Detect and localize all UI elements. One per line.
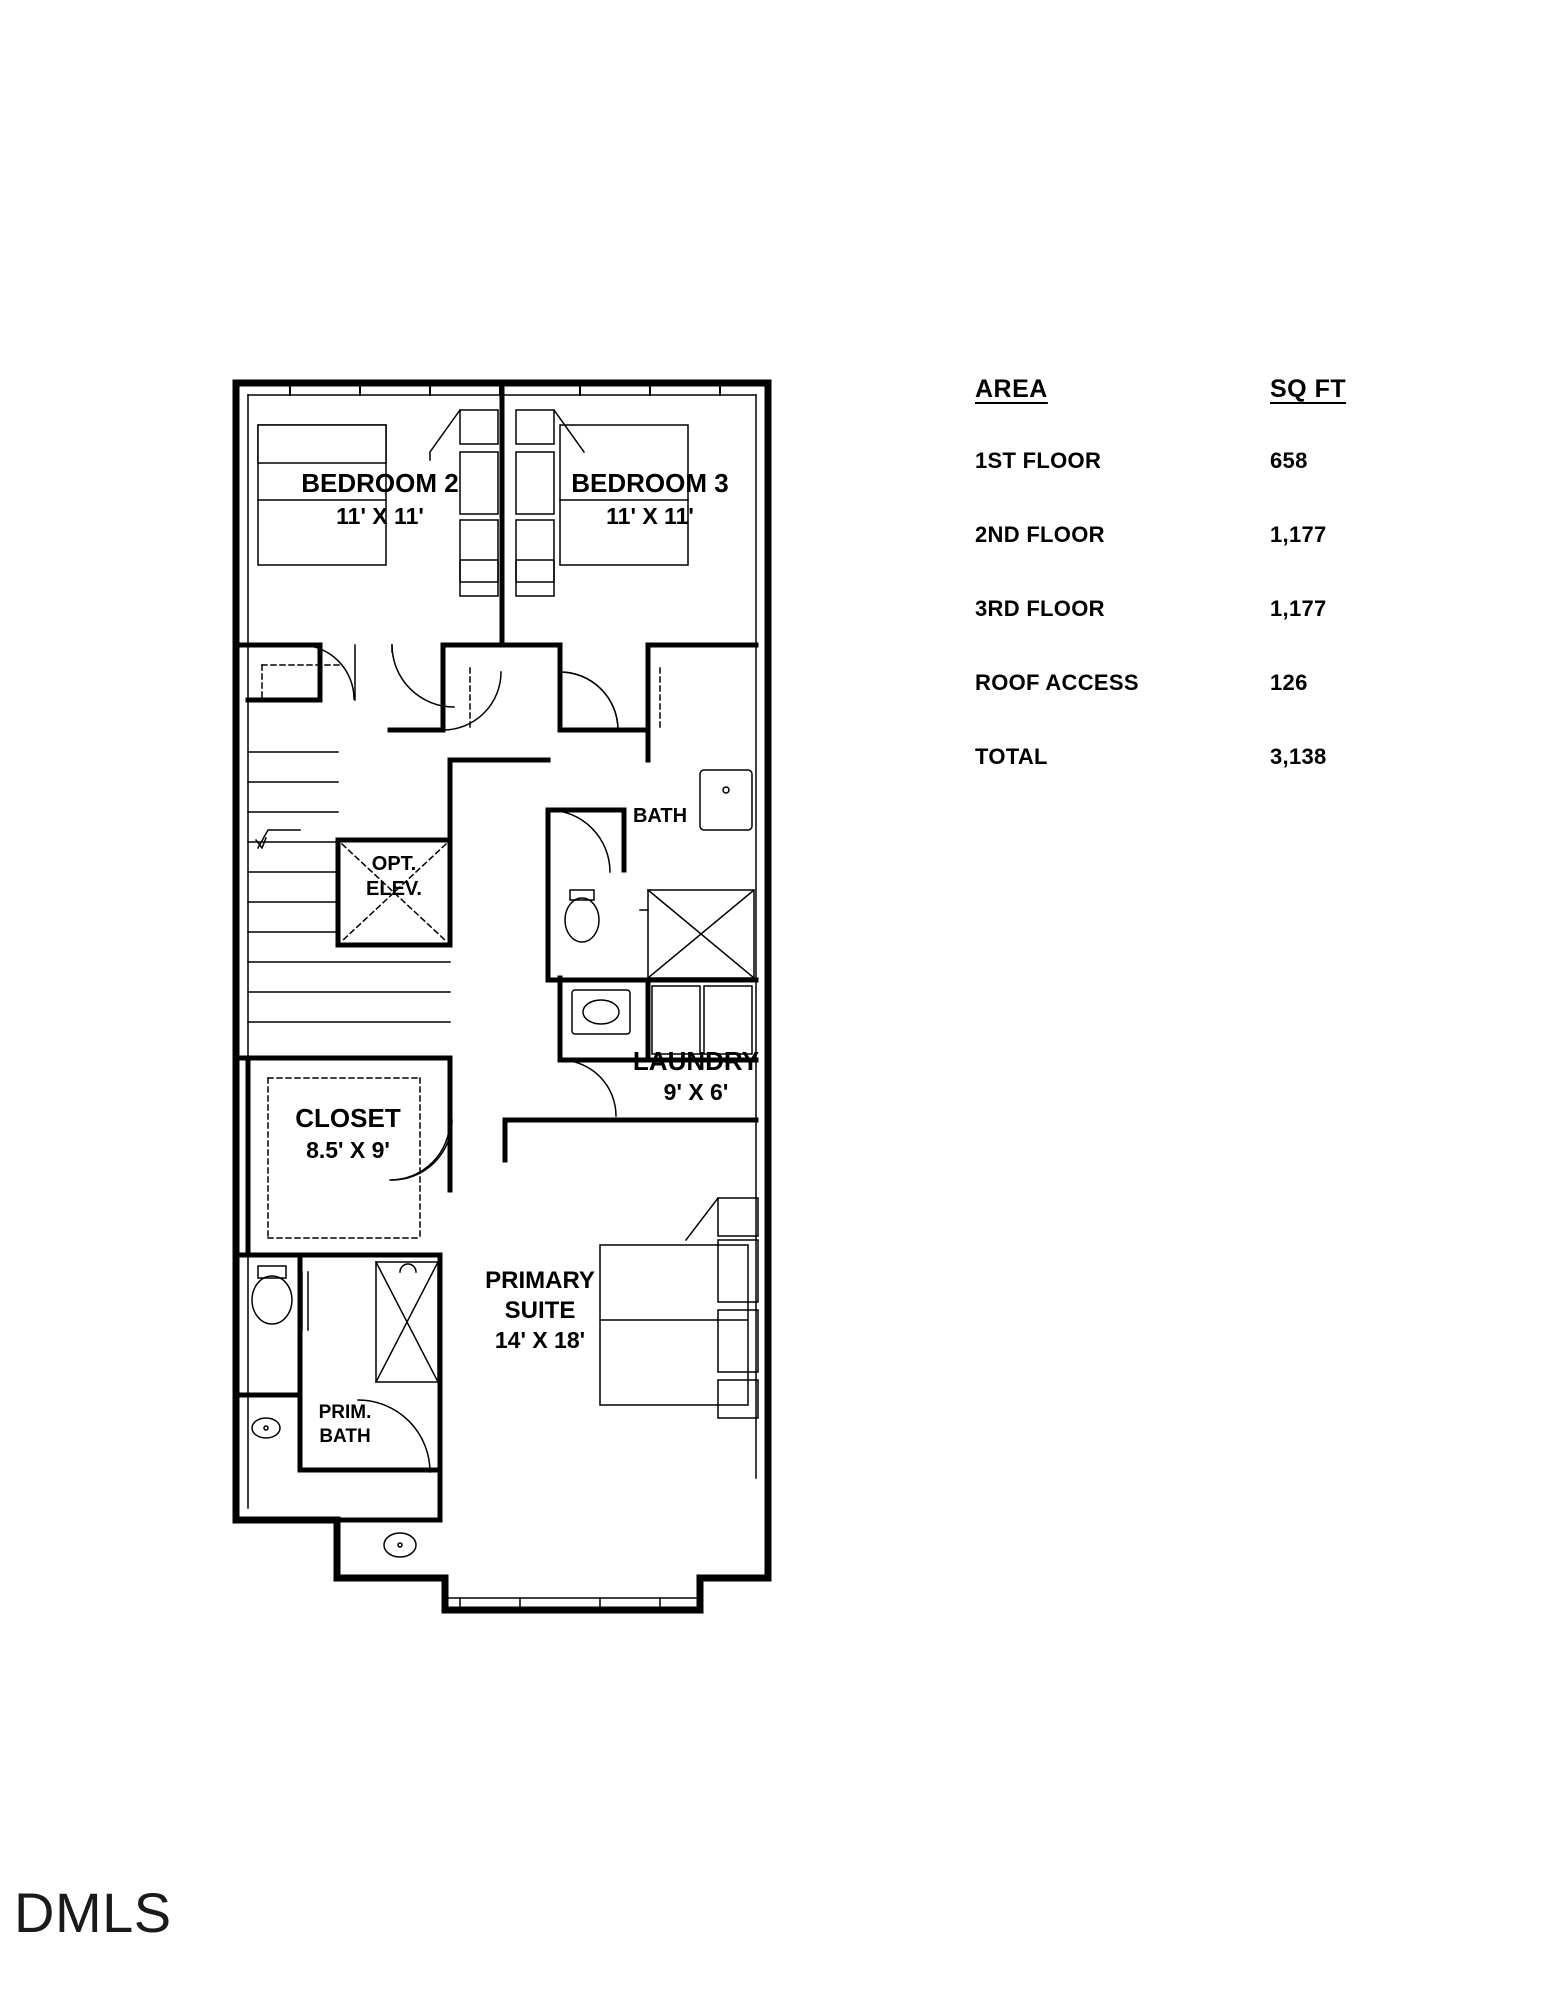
area-row-value: 126 — [1270, 670, 1308, 695]
area-row-label: TOTAL — [975, 744, 1048, 769]
area-row-roof-access — [975, 670, 1395, 696]
area-row-label: 3RD FLOOR — [975, 596, 1105, 621]
area-table-header-area — [975, 375, 1270, 404]
sqft-header-label: SQ FT — [1270, 375, 1347, 403]
label-primary-suite-line1: PRIMARY — [485, 1267, 595, 1294]
watermark-text: DMLS — [14, 1881, 172, 1944]
label-opt-elev-line2: ELEV. — [366, 878, 422, 900]
area-row-value: 1,177 — [1270, 596, 1327, 621]
label-bedroom2-dims: 11' X 11' — [336, 503, 424, 529]
label-prim-bath-line1: PRIM. — [318, 1402, 372, 1423]
area-table-header-row — [975, 375, 1395, 404]
area-row-value: 3,138 — [1270, 744, 1327, 769]
label-bedroom2-name: BEDROOM 2 — [301, 468, 459, 498]
label-opt-elev-line1: OPT. — [371, 853, 417, 875]
area-header-label: AREA — [975, 375, 1048, 403]
area-table-header-sqft — [1270, 375, 1346, 404]
area-row-total — [975, 744, 1395, 770]
label-prim-bath-line2: BATH — [319, 1426, 371, 1447]
area-row-value: 1,177 — [1270, 522, 1327, 547]
area-row-label: ROOF ACCESS — [975, 670, 1139, 695]
area-row-2nd-floor — [975, 522, 1395, 548]
label-bedroom3-dims: 11' X 11' — [606, 503, 694, 529]
area-row-value: 658 — [1270, 448, 1308, 473]
label-closet-dims: 8.5' X 9' — [306, 1137, 390, 1163]
area-row-1st-floor — [975, 448, 1395, 474]
label-primary-suite-dims: 14' X 18' — [494, 1327, 586, 1353]
area-summary-table — [975, 375, 1395, 818]
label-primary-suite-line2: SUITE — [504, 1297, 576, 1324]
area-row-label: 2ND FLOOR — [975, 522, 1105, 547]
label-laundry-name: LAUNDRY — [632, 1046, 760, 1076]
label-bath: BATH — [632, 805, 688, 827]
area-row-label: 1ST FLOOR — [975, 448, 1102, 473]
label-laundry-dims: 9' X 6' — [663, 1079, 729, 1105]
area-row-3rd-floor — [975, 596, 1395, 622]
label-closet-name: CLOSET — [295, 1103, 401, 1133]
label-bedroom3-name: BEDROOM 3 — [571, 468, 729, 498]
